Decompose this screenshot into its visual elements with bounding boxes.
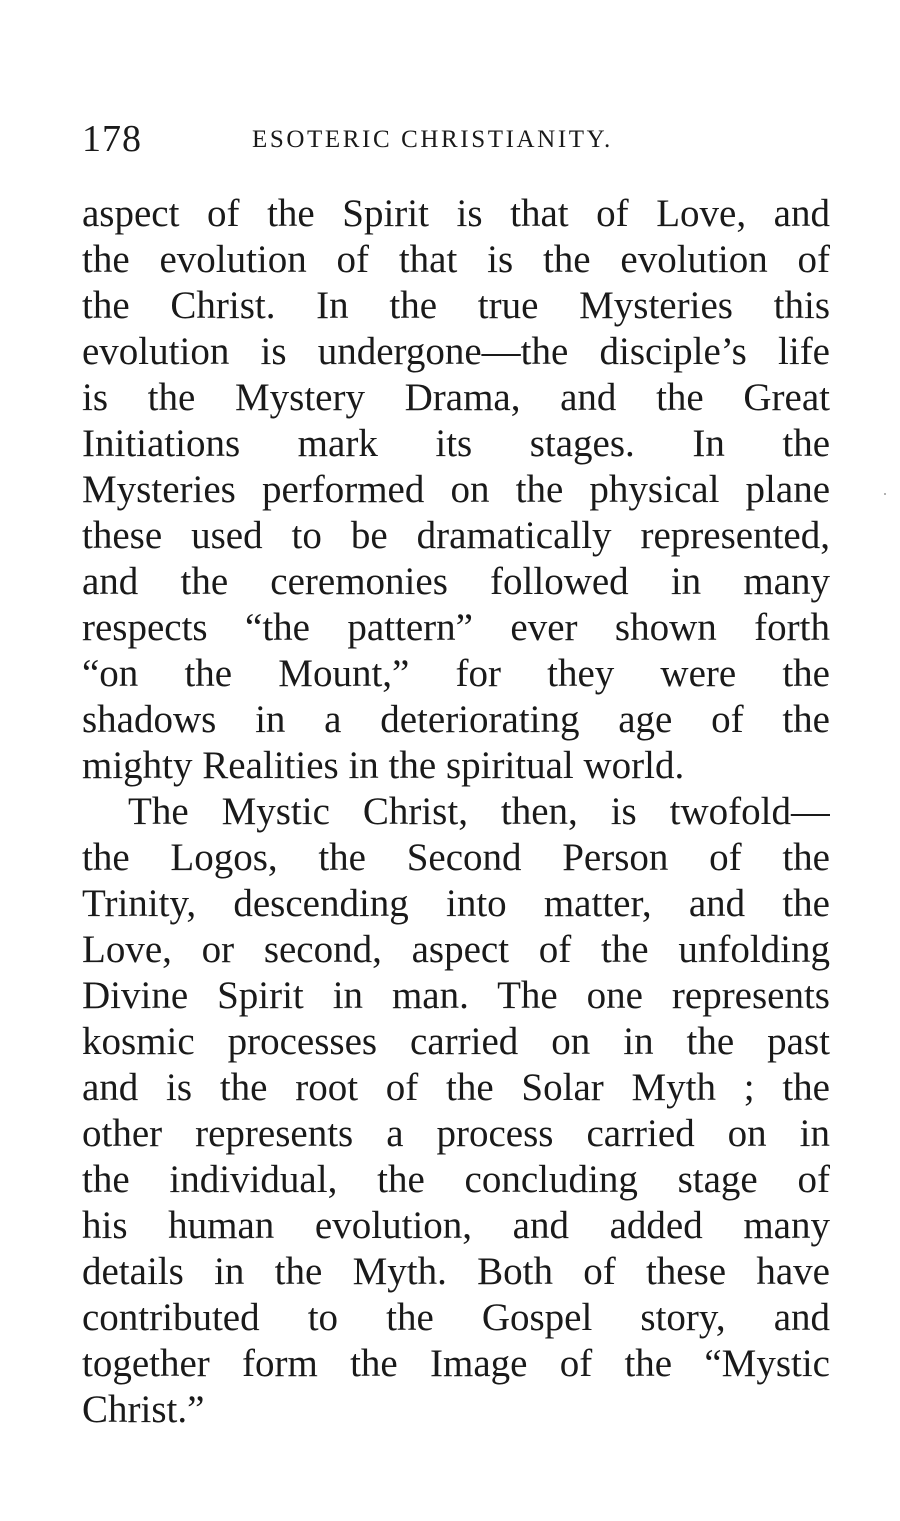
text-line: the individual, the concluding stage of [82, 1158, 830, 1201]
text-line: “on the Mount,” for they were the [82, 652, 830, 695]
text-line: the evolution of that is the evolution of [82, 238, 830, 281]
text-line: details in the Myth. Both of these have [82, 1250, 830, 1293]
text-line: his human evolution, and added many [82, 1204, 830, 1247]
paragraph-end-line: Christ.” [82, 1388, 205, 1431]
text-line: the Christ. In the true Mysteries this [82, 284, 830, 327]
text-line: aspect of the Spirit is that of Love, and [82, 192, 830, 235]
page-number: 178 [82, 118, 142, 160]
scan-speck [884, 493, 886, 495]
body-text [82, 191, 830, 1433]
text-line: respects “the pattern” ever shown forth [82, 606, 830, 649]
text-line: Love, or second, aspect of the unfolding [82, 928, 830, 971]
text-line: other represents a process carried on in [82, 1112, 830, 1155]
text-line: these used to be dramatically represented, [82, 514, 830, 557]
text-line: shadows in a deteriorating age of the [82, 698, 830, 741]
text-line: is the Mystery Drama, and the Great [82, 376, 830, 419]
text-line: Initiations mark its stages. In the [82, 422, 830, 465]
text-line: together form the Image of the “Mystic [82, 1342, 830, 1385]
text-line: Trinity, descending into matter, and the [82, 882, 830, 925]
running-title: ESOTERIC CHRISTIANITY. [252, 126, 613, 153]
running-header [82, 117, 682, 161]
paragraph-start-line: The Mystic Christ, then, is twofold— [128, 790, 830, 833]
text-line: and the ceremonies followed in many [82, 560, 830, 603]
text-line: and is the root of the Solar Myth ; the [82, 1066, 830, 1109]
paragraph-end-line: mighty Realities in the spiritual world. [82, 744, 685, 787]
text-line: evolution is undergone—the disciple’s life [82, 330, 830, 373]
text-line: Mysteries performed on the physical plane [82, 468, 830, 511]
text-line: contributed to the Gospel story, and [82, 1296, 830, 1339]
text-line: Divine Spirit in man. The one represents [82, 974, 830, 1017]
text-line: the Logos, the Second Person of the [82, 836, 830, 879]
text-line: kosmic processes carried on in the past [82, 1020, 830, 1063]
